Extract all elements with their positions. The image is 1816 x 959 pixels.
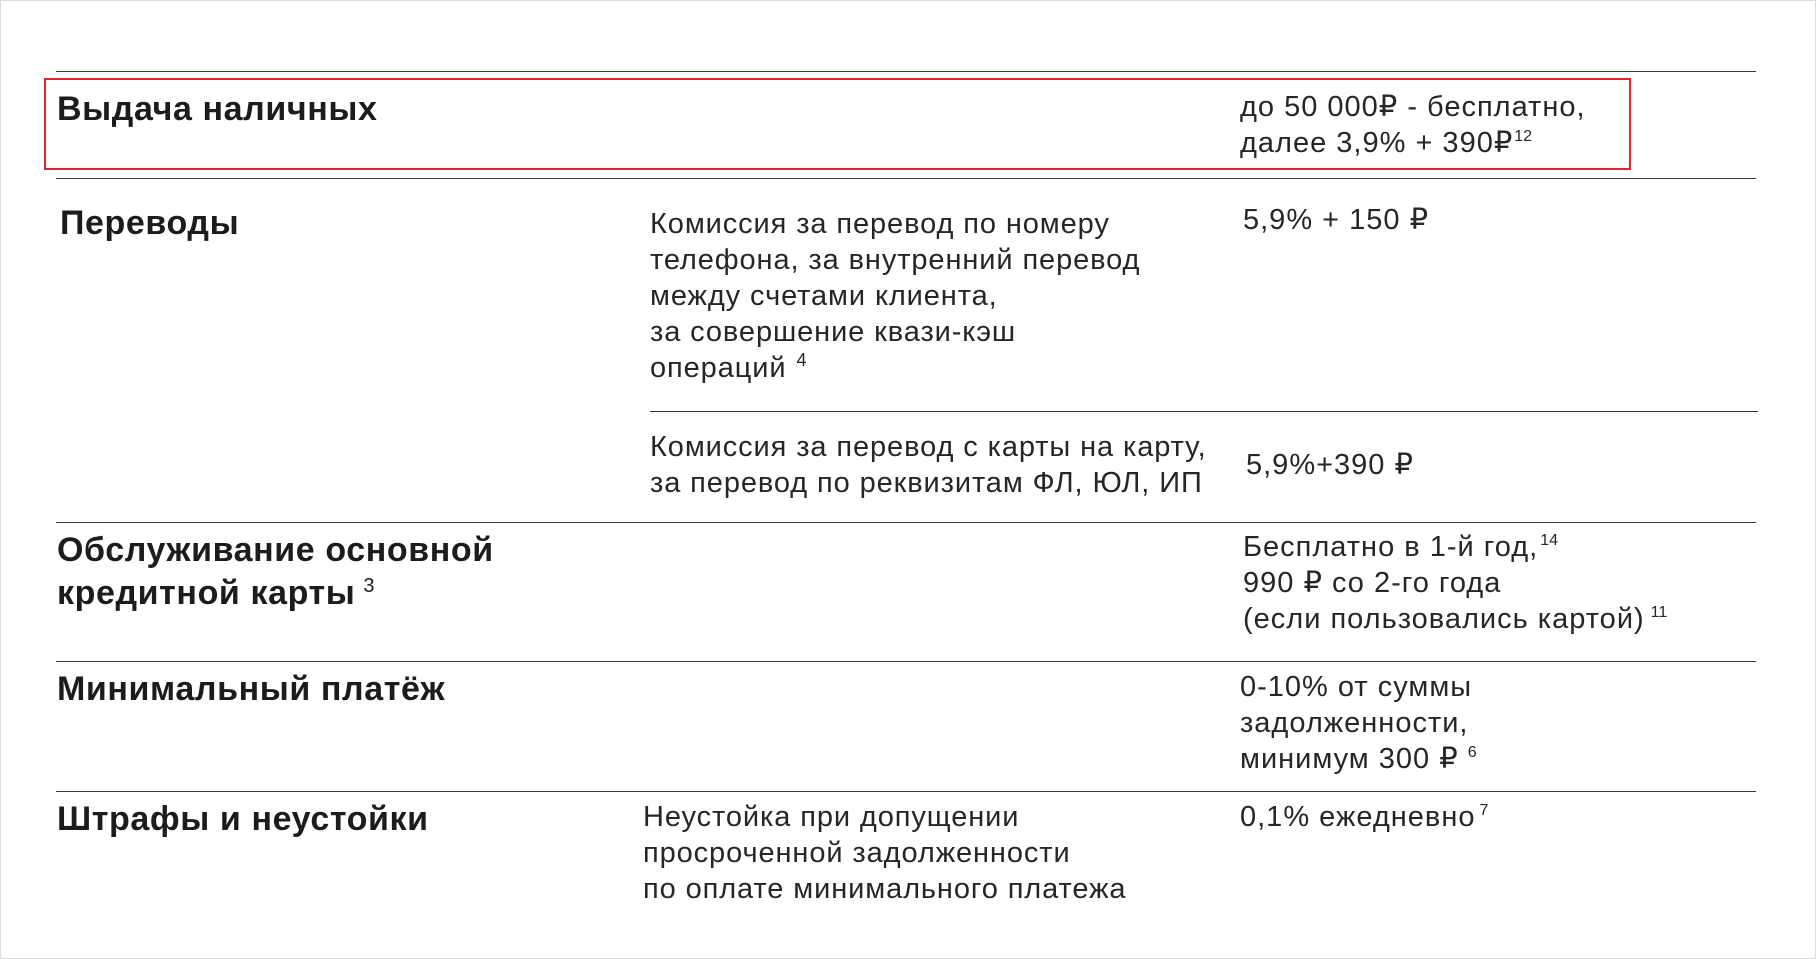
- row-title-min-payment: Минимальный платёж: [57, 670, 446, 708]
- divider-after-min-payment: [56, 791, 1756, 792]
- divider-transfers-sub: [650, 411, 1758, 412]
- description-line: операций $^4$: [650, 350, 807, 384]
- footnote-12: 12: [1514, 128, 1533, 146]
- footnote-3: 3: [363, 574, 375, 597]
- footnote-14: 14: [1540, 532, 1558, 550]
- service-value-line2: 990 ₽ со 2-го года: [1243, 567, 1502, 599]
- divider-after-cash: [56, 178, 1756, 179]
- min-payment-value-line3: минимум 300 ₽ $^6$: [1240, 743, 1477, 775]
- divider-top: [56, 71, 1756, 72]
- transfers-sub2-value: 5,9%+390 ₽: [1246, 449, 1414, 481]
- row-title-service-line2: кредитной карты $^3$: [57, 574, 375, 612]
- footnote-11: 11: [1650, 604, 1668, 622]
- cash-value-line1: до 50 000₽ - бесплатно,: [1240, 91, 1586, 123]
- description-line: Комиссия за перевод с карты на карту,: [650, 431, 1207, 463]
- description-line: за совершение квази-кэш: [650, 316, 1017, 348]
- divider-after-transfers: [56, 522, 1756, 523]
- row-title-cash: Выдача наличных: [57, 90, 378, 128]
- service-value-line1: Бесплатно в 1-й год, $^{14}$: [1243, 531, 1558, 563]
- description-line: между счетами клиента,: [650, 280, 998, 312]
- row-title-transfers: Переводы: [60, 204, 240, 242]
- description-line: телефона, за внутренний перевод: [650, 244, 1141, 276]
- description-line: Комиссия за перевод по номеру: [650, 208, 1110, 240]
- description-line: Неустойка при допущении: [643, 801, 1020, 833]
- service-value-line3: (если пользовались картой) $^{11}$: [1243, 603, 1668, 635]
- transfers-sub1-value: 5,9% + 150 ₽: [1243, 204, 1430, 236]
- description-line: просроченной задолженности: [643, 837, 1071, 869]
- description-line: за перевод по реквизитам ФЛ, ЮЛ, ИП: [650, 467, 1203, 499]
- penalties-value: 0,1% ежедневно $^7$: [1240, 801, 1489, 833]
- row-title-penalties: Штрафы и неустойки: [57, 800, 429, 838]
- footnote-4: 4: [796, 350, 807, 371]
- footnote-7: 7: [1479, 802, 1489, 820]
- description-line: по оплате минимального платежа: [643, 873, 1127, 905]
- footnote-6: 6: [1467, 744, 1477, 762]
- min-payment-value-line1: 0-10% от суммы: [1240, 671, 1473, 703]
- cash-value-line2: далее 3,9% + 390₽$^{12}$: [1240, 127, 1533, 159]
- min-payment-value-line2: задолженности,: [1240, 707, 1469, 739]
- divider-after-service: [56, 661, 1756, 662]
- row-title-service-line1: Обслуживание основной: [57, 531, 494, 569]
